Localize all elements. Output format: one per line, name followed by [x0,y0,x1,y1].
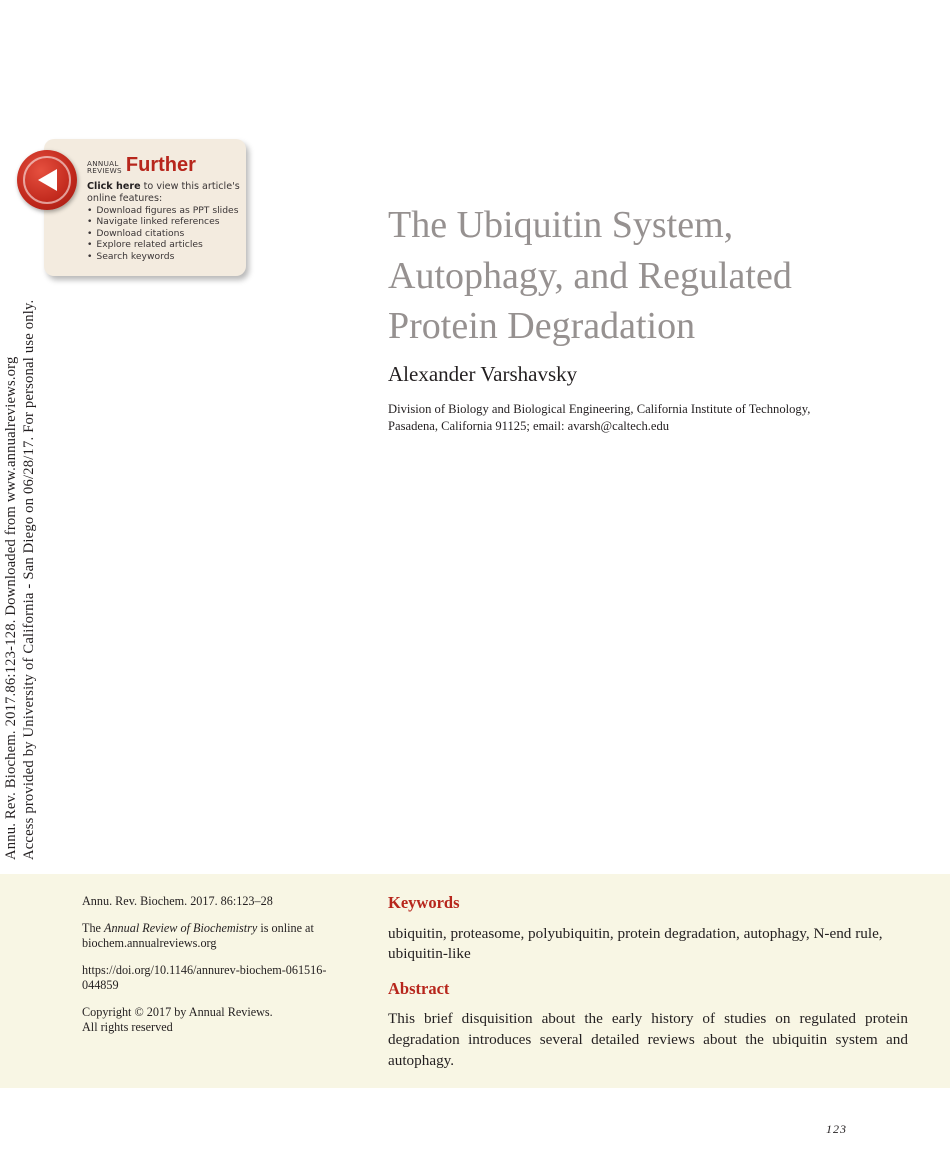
feature-search-keywords[interactable]: • Search keywords [87,251,247,262]
download-notice [2,299,46,860]
further-content [87,155,247,262]
feature-download-citations[interactable]: • Download citations [87,228,247,239]
affiliation-line-2: Pasadena, California 91125; email: avarsh@caltech.edu [388,418,670,433]
further-title: Further [125,154,196,176]
online-pre: The [82,920,104,935]
article-title [388,200,908,352]
title-line-3: Protein Degradation [388,305,696,347]
author-name: Alexander Varshavsky [388,362,578,386]
online-post: is online at biochem.annualreviews.org [82,920,314,950]
click-here-link[interactable]: Click here [87,181,141,192]
page-number: 123 [826,1122,847,1136]
click-here-text [87,181,247,204]
title-line-2: Autophagy, and Regulated [388,254,792,297]
copyright-block [82,1005,342,1036]
click-here-rest: to view this article's online features: [87,181,240,204]
keywords-text: ubiquitin, proteasome, polyubiquitin, protein degradation, autophagy, N-end rule, ubiquitin-like [388,925,883,962]
doi-link[interactable]: https://doi.org/10.1146/annurev-biochem-061516-044859 [82,962,327,992]
journal-name: Annual Review of Biochemistry [104,920,258,935]
abstract-heading: Abstract [388,979,450,998]
citation-meta [82,894,342,1047]
citation-line: Annu. Rev. Biochem. 2017. 86:123–28 [82,894,273,908]
feature-linked-references[interactable]: • Navigate linked references [87,216,247,227]
download-notice-line1: Annu. Rev. Biochem. 2017.86:123-128. Downloaded from www.annualreviews.org [3,356,19,860]
copyright-line: Copyright © 2017 by Annual Reviews. [82,1004,273,1019]
brand-line1: ANNUAL [87,158,119,168]
download-notice-line2: Access provided by University of California - San Diego on 06/28/17. For personal use only. [21,299,37,860]
online-note [82,921,342,952]
abstract-text: This brief disquisition about the early history of studies on regulated protein degradation introduces several detailed reviews about the ubiquitin system and autophagy. [388,1010,908,1069]
title-line-1: The Ubiquitin System, [388,204,734,246]
affiliation-line-1: Division of Biology and Biological Engineering, California Institute of Technology, [388,402,811,416]
features-list [87,205,247,262]
feature-download-figures[interactable]: • Download figures as PPT slides [87,205,247,216]
back-arrow-icon[interactable] [17,150,77,210]
keywords-heading: Keywords [388,893,460,912]
brand-line2: REVIEWS [87,166,122,176]
rights-line: All rights reserved [82,1020,173,1034]
further-brand [87,155,247,175]
annual-reviews-wordmark [87,160,122,175]
author-affiliation [388,401,868,434]
feature-related-articles[interactable]: • Explore related articles [87,239,247,250]
